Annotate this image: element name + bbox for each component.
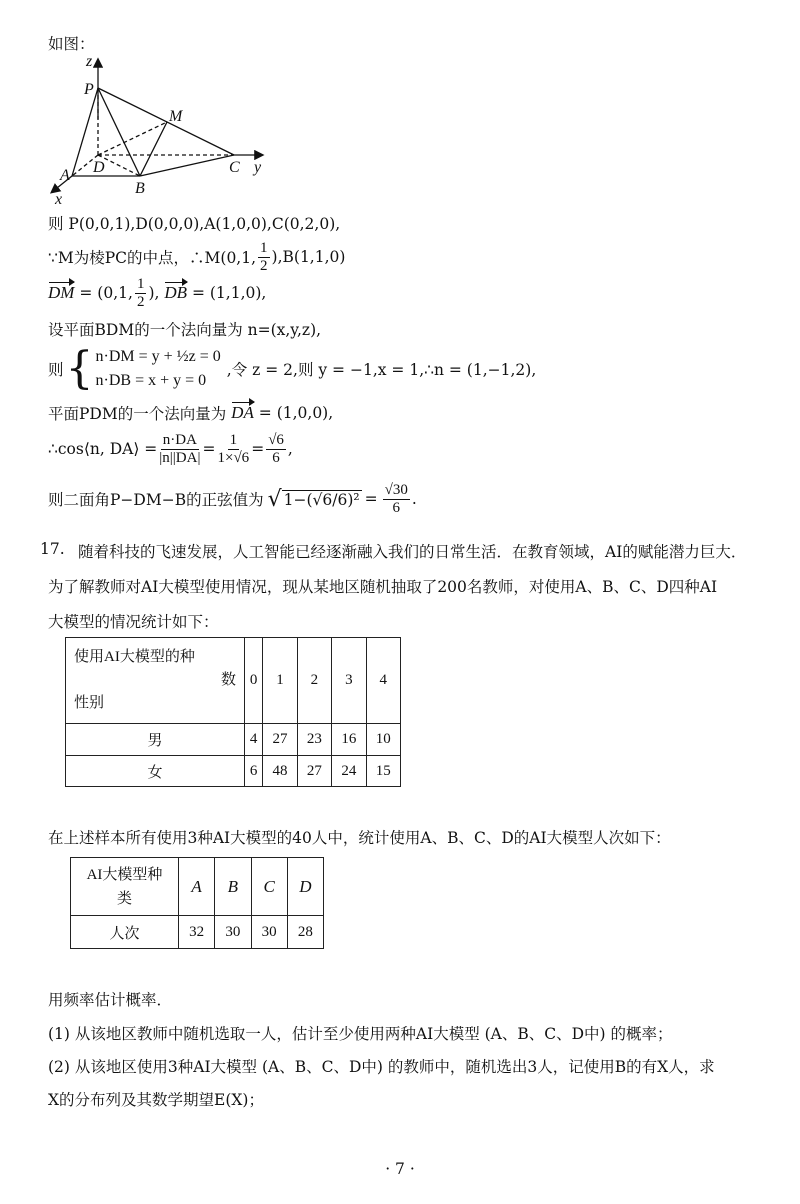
text: ,令 z = 2,则 y = −1,x = 1,∴n = (1,−1,2), (226, 361, 537, 379)
row-label: 女 (66, 756, 245, 787)
label-y: y (254, 159, 262, 176)
column-header: 3 (332, 638, 366, 724)
vector: DM (48, 283, 75, 302)
table-row (66, 724, 401, 756)
table-header-row (71, 858, 324, 916)
page-number: · 7 · (385, 1160, 415, 1178)
cell: 23 (297, 724, 331, 756)
fraction (135, 276, 147, 310)
cell: 28 (287, 916, 323, 949)
cell: 27 (297, 756, 331, 787)
header-text: 数 (220, 671, 236, 688)
model-usage-table (70, 857, 324, 949)
numerator: n·DA (162, 432, 197, 448)
question-2-continued: X的分布列及其数学期望E(X)； (48, 1091, 264, 1109)
header-cell (71, 858, 179, 916)
cell: 6 (245, 756, 263, 787)
diagonal-header (66, 638, 245, 724)
equation-system (96, 345, 221, 393)
table-header-row (66, 638, 401, 724)
denominator: 6 (272, 449, 280, 466)
brace: { (65, 343, 94, 394)
solution-line: 则 P(0,0,1),D(0,0,0),A(1,0,0),C(0,2,0), (48, 215, 341, 233)
solution-line (48, 345, 536, 393)
equation: n·DB = x + y = 0 (95, 372, 207, 389)
fraction (159, 432, 200, 466)
numerator: 1 (260, 240, 268, 256)
text: . (411, 490, 417, 508)
vector: DB (164, 283, 188, 302)
solution-line (48, 402, 333, 424)
text: = (1,0,0), (258, 404, 334, 422)
fraction (258, 240, 270, 274)
fraction (217, 432, 249, 466)
column-header: 1 (263, 638, 297, 724)
numerator: √6 (268, 432, 284, 448)
problem-number: 17. (40, 540, 65, 558)
problem-text: 随着科技的飞速发展，人工智能已经逐渐融入我们的日常生活．在教育领域，AI的赋能潜力巨大． (78, 543, 747, 561)
column-header: 2 (297, 638, 331, 724)
solution-line (48, 276, 266, 310)
denominator: 6 (392, 499, 400, 516)
cell: 30 (215, 916, 251, 949)
text: , (287, 440, 293, 458)
question-1: (1) 从该地区教师中随机选取一人，估计至少使用两种AI大模型 (A、B、C、D中) 的概率； (48, 1025, 673, 1043)
solution-line: 设平面BDM的一个法向量为 n=(x,y,z), (48, 321, 322, 339)
numerator: 1 (136, 276, 145, 292)
solution-line (48, 432, 293, 466)
label-m: M (169, 108, 183, 125)
text: = (364, 490, 378, 508)
column-header: D (287, 858, 323, 916)
text: ∵M为棱PC的中点，∴M(0,1, (48, 249, 257, 267)
text: 则二面角P−DM−B的正弦值为 (48, 491, 264, 509)
pyramid-diagram (40, 50, 280, 210)
radical-sign: √ (267, 486, 282, 512)
text: 平面PDM的一个法向量为 (48, 405, 227, 423)
label-x: x (55, 191, 63, 208)
solution-intro: 如图： (48, 35, 95, 53)
column-header: C (251, 858, 287, 916)
cell: 4 (245, 724, 263, 756)
cell: 27 (263, 724, 297, 756)
equation: n·DM = y + ½z = 0 (95, 348, 221, 365)
vector: DA (231, 403, 254, 422)
label-z: z (86, 53, 93, 70)
text: = (0,1, (79, 284, 133, 302)
cell: 48 (263, 756, 297, 787)
denominator: 2 (260, 257, 268, 274)
denominator: 2 (136, 293, 145, 310)
cell: 32 (179, 916, 215, 949)
header-text: 使用AI大模型的种 (74, 648, 195, 665)
numerator: 1 (229, 432, 238, 448)
text: ),B(1,1,0) (271, 248, 346, 266)
row-label: 男 (66, 724, 245, 756)
problem-text: 为了解教师对AI大模型使用情况，现从某地区随机抽取了200名教师，对使用A、B、C、D四种AI (48, 578, 718, 596)
cell: 30 (251, 916, 287, 949)
problem-text: 在上述样本所有使用3种AI大模型的40人中，统计使用A、B、C、D的AI大模型人次如下： (48, 829, 671, 847)
text: 则 (48, 361, 64, 379)
cell: 24 (332, 756, 366, 787)
column-header: B (215, 858, 251, 916)
label-p: P (84, 81, 94, 98)
cell: 10 (366, 724, 400, 756)
header-text: AI大模型种 (86, 866, 163, 883)
label-a: A (60, 167, 70, 184)
problem-text: 用频率估计概率． (48, 991, 173, 1009)
table-row (66, 756, 401, 787)
column-header: 4 (366, 638, 400, 724)
header-text: 性别 (74, 695, 105, 712)
question-2: (2) 从该地区使用3种AI大模型 (A、B、C、D中) 的教师中，随机选出3人，记使用B的有X人，求 (48, 1058, 715, 1076)
fraction (266, 432, 286, 466)
denominator: |n||DA| (159, 449, 201, 466)
table-row (71, 916, 324, 949)
text: ∴cos⟨n, DA⟩ = (48, 440, 158, 458)
cell: 16 (332, 724, 366, 756)
label-c: C (229, 159, 240, 176)
column-header: 0 (245, 638, 263, 724)
fraction (383, 482, 410, 516)
text: ), (148, 284, 160, 302)
problem-text: 大模型的情况统计如下： (48, 613, 219, 631)
text: = (251, 440, 265, 458)
text: = (202, 440, 216, 458)
radicand: 1−(√6/6)² (283, 490, 360, 509)
denominator: 1×√6 (217, 449, 250, 466)
numerator: √30 (384, 482, 408, 498)
header-text: 类 (116, 890, 132, 907)
column-header: A (179, 858, 215, 916)
row-label: 人次 (71, 916, 179, 949)
solution-line (48, 240, 345, 274)
solution-line (48, 482, 417, 516)
text: = (1,1,0), (191, 284, 267, 302)
cell: 15 (366, 756, 400, 787)
usage-by-gender-table (65, 637, 401, 787)
label-d: D (93, 159, 105, 176)
label-b: B (135, 180, 145, 197)
